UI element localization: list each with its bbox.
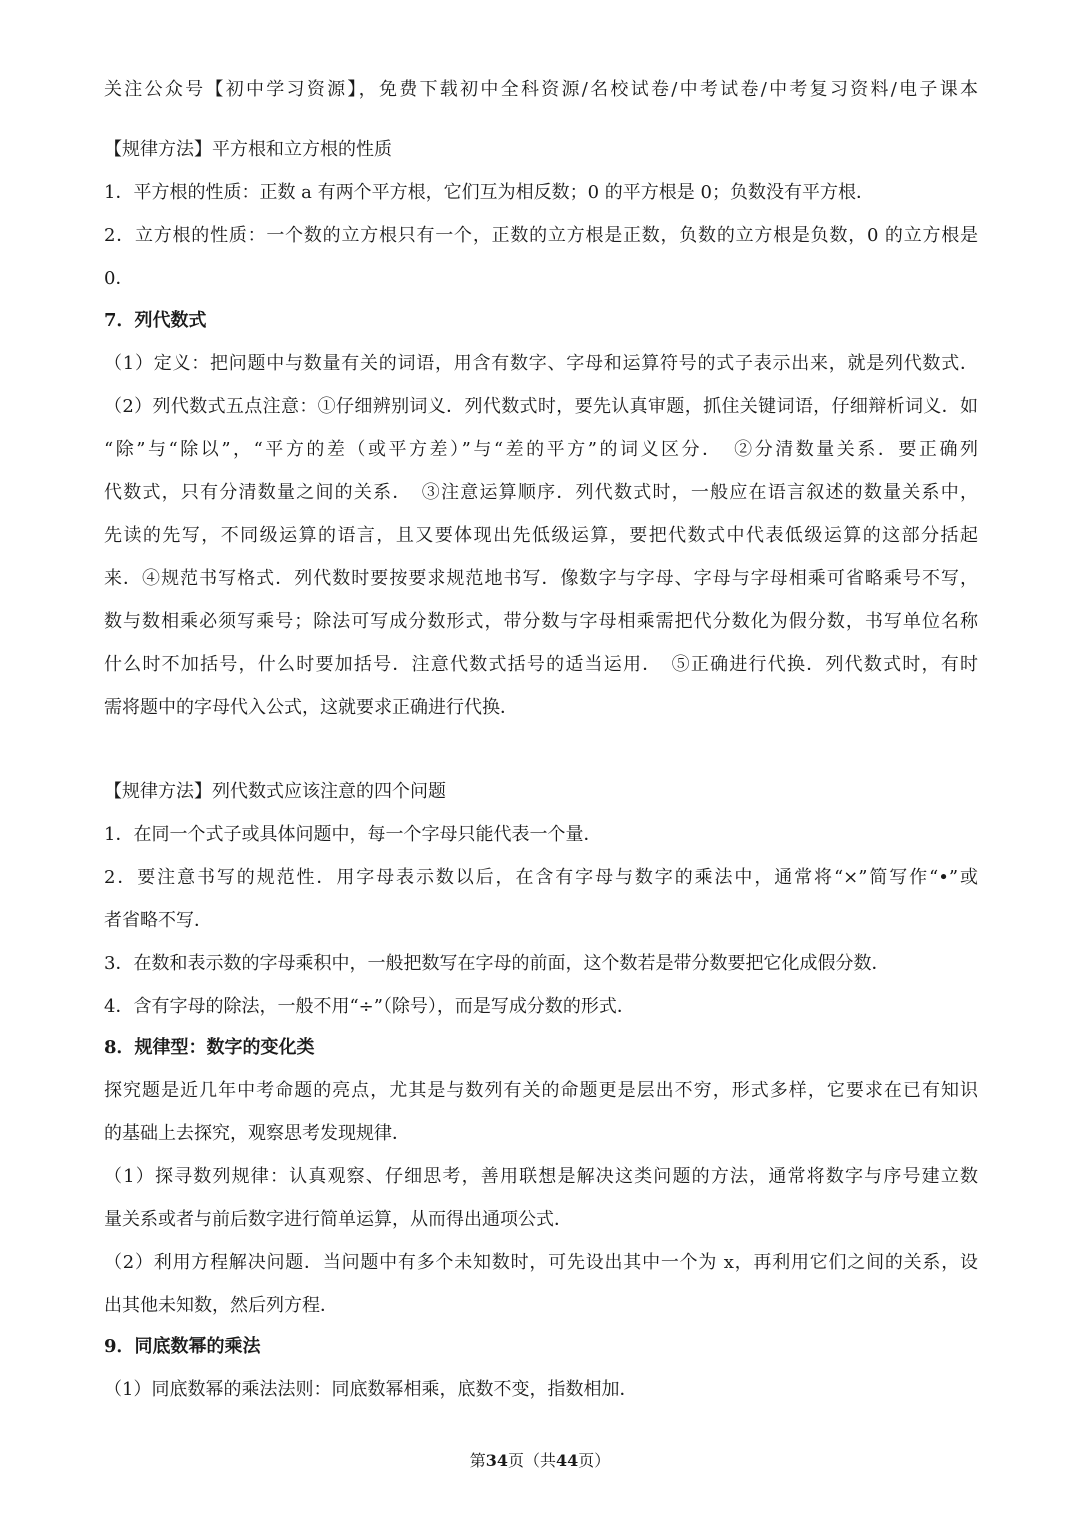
header-notice: 关注公众号【初中学习资源】，免费下载初中全科资源/名校试卷/中考试卷/中考复习资料/电子课本 bbox=[104, 79, 978, 100]
paragraph-line: 1．平方根的性质：正数 a 有两个平方根，它们互为相反数；0 的平方根是 0；负数没有平方根． bbox=[104, 182, 874, 203]
paragraph-line: 数与数相乘必须写乘号；除法可写成分数形式，带分数与字母相乘需把代分数化为假分数，书写单位名称 bbox=[104, 611, 978, 632]
paragraph-line: 2．立方根的性质：一个数的立方根只有一个，正数的立方根是正数，负数的立方根是负数，0 的立方根是 bbox=[104, 225, 978, 246]
paragraph-line: （1）同底数幂的乘法法则：同底数幂相乘，底数不变，指数相加． bbox=[104, 1379, 638, 1400]
paragraph-line: 2．要注意书写的规范性．用字母表示数以后，在含有字母与数字的乘法中，通常将“×”简写作“•”或 bbox=[104, 867, 978, 888]
paragraph-line: 探究题是近几年中考命题的亮点，尤其是与数列有关的命题更是层出不穷，形式多样，它要求在已有知识 bbox=[104, 1080, 978, 1101]
paragraph-line: 0． bbox=[104, 268, 134, 289]
paragraph-line: 量关系或者与前后数字进行简单运算，从而得出通项公式． bbox=[104, 1209, 572, 1230]
paragraph-line: 出其他未知数，然后列方程． bbox=[104, 1295, 338, 1316]
paragraph-line: 什么时不加括号，什么时要加括号．注意代数式括号的适当运用． ⑤正确进行代换．列代数式时，有时 bbox=[104, 654, 978, 675]
page-number-footer bbox=[0, 1450, 1080, 1472]
paragraph-line: 先读的先写，不同级运算的语言，且又要体现出先低级运算，要把代数式中代表低级运算的这部分括起 bbox=[104, 525, 978, 546]
paragraph-line: 1．在同一个式子或具体问题中，每一个字母只能代表一个量． bbox=[104, 824, 602, 845]
footer-total-pages: 44 bbox=[556, 1451, 579, 1470]
paragraph-line: （2）利用方程解决问题．当问题中有多个未知数时，可先设出其中一个为 x，再利用它们之间的关系，设 bbox=[104, 1252, 978, 1273]
section-tip-heading: 【规律方法】列代数式应该注意的四个问题 bbox=[104, 781, 446, 802]
paragraph-line: 来．④规范书写格式．列代数时要按要求规范地书写．像数字与字母、字母与字母相乘可省略乘号不写， bbox=[104, 568, 978, 589]
footer-suffix: 页） bbox=[578, 1451, 611, 1470]
section-tip-heading: 【规律方法】平方根和立方根的性质 bbox=[104, 139, 392, 160]
footer-middle: 页（共 bbox=[507, 1451, 556, 1470]
footer-current-page: 34 bbox=[485, 1451, 508, 1470]
paragraph-line: 3．在数和表示数的字母乘积中，一般把数写在字母的前面，这个数若是带分数要把它化成假分数． bbox=[104, 953, 890, 974]
paragraph-line: 者省略不写． bbox=[104, 910, 212, 931]
paragraph-line: 代数式，只有分清数量之间的关系． ③注意运算顺序．列代数式时，一般应在语言叙述的数量关系中， bbox=[104, 482, 978, 503]
section-heading: 7．列代数式 bbox=[104, 310, 207, 331]
paragraph-line: 需将题中的字母代入公式，这就要求正确进行代换． bbox=[104, 697, 518, 718]
paragraph-line: “除”与“除以”，“平方的差（或平方差）”与“差的平方”的词义区分． ②分清数量关系．要正确列 bbox=[104, 439, 978, 460]
footer-prefix: 第 bbox=[469, 1451, 486, 1470]
paragraph-line: （1）探寻数列规律：认真观察、仔细思考，善用联想是解决这类问题的方法，通常将数字与序号建立数 bbox=[104, 1166, 978, 1187]
paragraph-line: （2）列代数式五点注意：①仔细辨别词义．列代数式时，要先认真审题，抓住关键词语，仔细辩析词义．如 bbox=[104, 396, 978, 417]
section-heading: 8．规律型：数字的变化类 bbox=[104, 1037, 315, 1058]
paragraph-line: 4．含有字母的除法，一般不用“÷”（除号），而是写成分数的形式． bbox=[104, 996, 635, 1017]
paragraph-line: （1）定义：把问题中与数量有关的词语，用含有数字、字母和运算符号的式子表示出来，就是列代数式． bbox=[104, 353, 978, 374]
section-heading: 9．同底数幂的乘法 bbox=[104, 1336, 261, 1357]
paragraph-line: 的基础上去探究，观察思考发现规律． bbox=[104, 1123, 410, 1144]
